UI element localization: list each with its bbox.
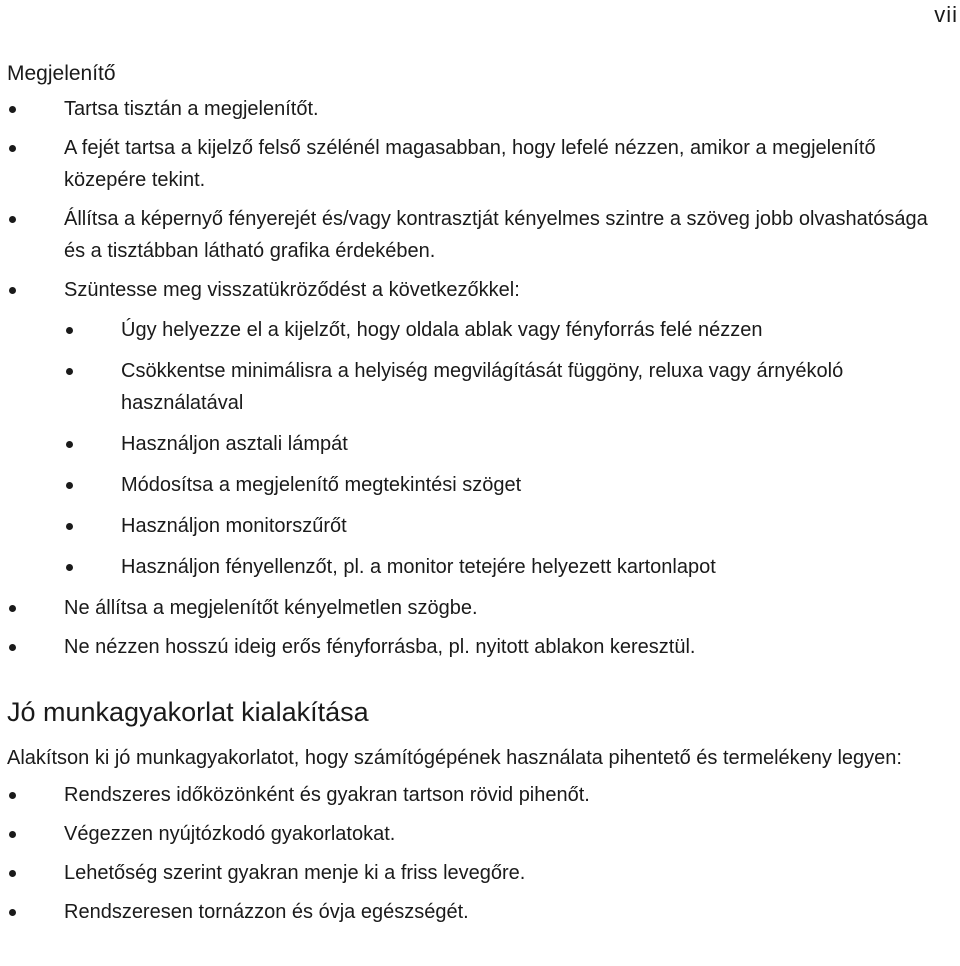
work-habits-heading: Jó munkagyakorlat kialakítása [7, 697, 369, 727]
list-item: Rendszeres időközönként és gyakran tartson rövid pihenőt. [7, 779, 946, 811]
list-item: Végezzen nyújtózkodó gyakorlatokat. [7, 818, 946, 850]
list-item: Állítsa a képernyő fényerejét és/vagy kontrasztját kényelmes szintre a szöveg jobb olvashatósága és a tisztábban látható grafika érdekében. [7, 203, 946, 267]
glare-subitems-list [64, 314, 946, 583]
sub-list-item: Használjon fényellenzőt, pl. a monitor tetejére helyezett kartonlapot [64, 551, 946, 583]
display-section-title: Megjelenítő [7, 62, 116, 85]
work-habits-intro: Alakítson ki jó munkagyakorlatot, hogy számítógépének használata pihentető és termelékeny legyen: [7, 747, 902, 769]
page-content [7, 58, 946, 935]
sub-list-item: Módosítsa a megjelenítő megtekintési szöget [64, 469, 946, 501]
sub-list-item: Úgy helyezze el a kijelzőt, hogy oldala ablak vagy fényforrás felé nézzen [64, 314, 946, 346]
list-item: A fejét tartsa a kijelző felső szélénél magasabban, hogy lefelé nézzen, amikor a megjelenítő közepére tekint. [7, 132, 946, 196]
sub-list-item: Használjon monitorszűrőt [64, 510, 946, 542]
work-habits-list [7, 779, 946, 928]
list-item-glare [7, 274, 946, 583]
display-tips-list [7, 93, 946, 663]
sub-list-item: Csökkentse minimálisra a helyiség megvilágítását függöny, reluxa vagy árnyékoló használatával [64, 355, 946, 419]
list-item: Tartsa tisztán a megjelenítőt. [7, 93, 946, 125]
list-item: Ne állítsa a megjelenítőt kényelmetlen szögbe. [7, 592, 946, 624]
sub-list-item: Használjon asztali lámpát [64, 428, 946, 460]
list-item: Rendszeresen tornázzon és óvja egészségét. [7, 896, 946, 928]
page-number: vii [934, 2, 958, 27]
glare-item-label: Szüntesse meg visszatükröződést a következőkkel: [64, 279, 520, 301]
list-item: Lehetőség szerint gyakran menje ki a friss levegőre. [7, 857, 946, 889]
list-item: Ne nézzen hosszú ideig erős fényforrásba, pl. nyitott ablakon keresztül. [7, 631, 946, 663]
